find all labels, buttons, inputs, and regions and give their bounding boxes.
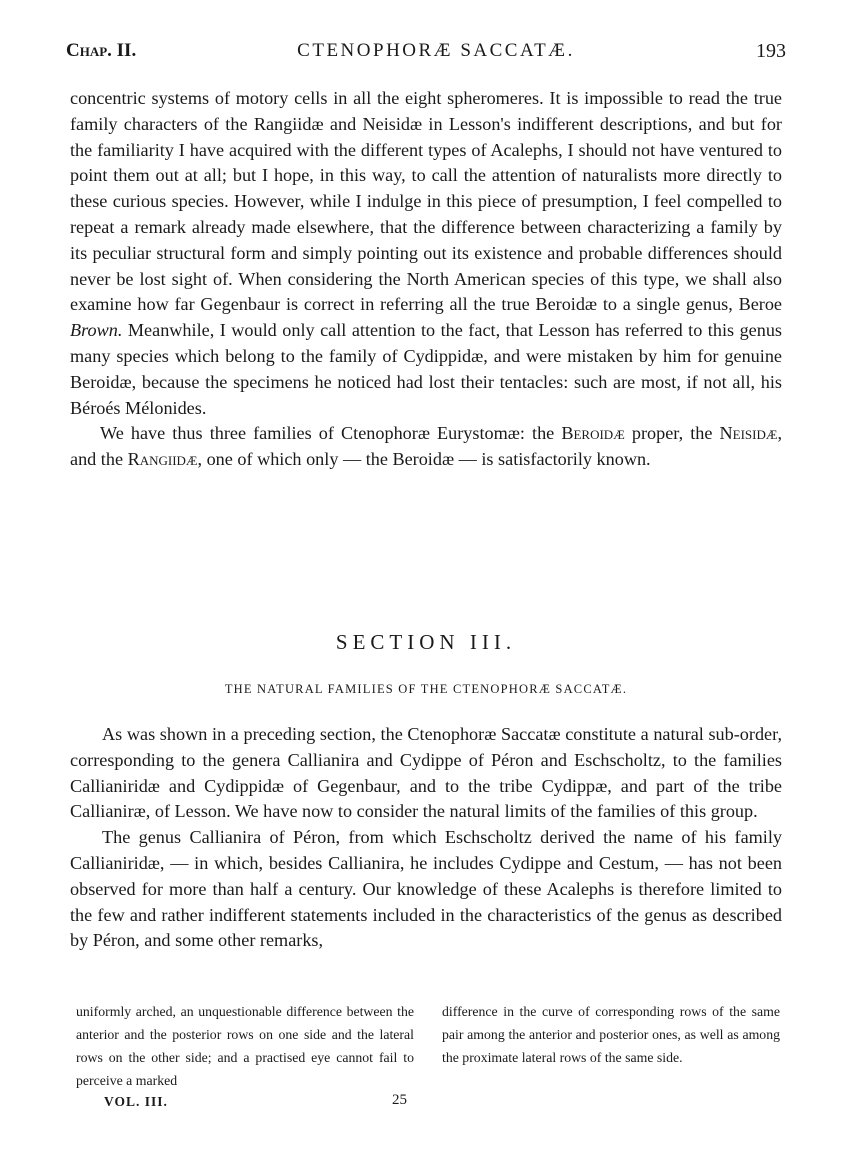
- running-header: [66, 40, 786, 70]
- section-heading: SECTION III.: [335, 630, 517, 654]
- footnote-left-column: uniformly arched, an unquestionable difference between the anterior and the posterior rows on one side and the lateral rows on the other side; and a practised eye cannot fail to perceive a marked: [76, 1004, 414, 1088]
- paragraph-families-summary: [70, 421, 782, 473]
- footnote-right-column: difference in the curve of corresponding rows of the same pair among the anterior and posterior ones, as well as among the proximate lateral rows of the same side.: [442, 1004, 780, 1065]
- text-run: Meanwhile, I would only call attention to the fact, that Lesson has referred to this genus many species which belong to the family of Cydippidæ, and were mistaken by him for genuine Beroidæ, because the specimens he noticed had lost their tentacles: such are most, if not all, his Béroés Mélonides.: [70, 320, 782, 418]
- paragraph-suborder: As was shown in a preceding section, the Ctenophoræ Saccatæ constitute a natural sub-order, corresponding to the genera Callianira and Cydippe of Péron and Eschscholtz, to the families Callianiridæ and Cydippidæ of Gegenbaur, and to the tribe Cydippæ, and part of the tribe Callianiræ, of Lesson. We have now to consider the natural limits of the families of this group.: [70, 724, 782, 822]
- chapter-label: Chap. II.: [66, 40, 137, 61]
- text-run: , one of which only — the Beroidæ — is satisfactorily known.: [197, 449, 651, 470]
- family-name-rangiidae: Rangiidæ: [127, 449, 198, 470]
- italic-authority: Brown.: [70, 320, 123, 341]
- section-subtitle: THE NATURAL FAMILIES OF THE CTENOPHORÆ SACCATÆ.: [224, 682, 628, 696]
- text-run: We have thus three families of Ctenophoræ Eurystomæ: the: [100, 423, 562, 444]
- running-title: CTENOPHORÆ SACCATÆ.: [297, 40, 575, 61]
- paragraph-callianira: The genus Callianira of Péron, from which Eschscholtz derived the name of his family Callianiridæ, — in which, besides Callianira, he includes Cydippe and Cestum, — has not been observed for more than half a century. Our knowledge of these Acalephs is therefore limited to the few and rather indifferent statements included in the characteristics of the genus as described by Péron, and some other remarks,: [70, 827, 782, 951]
- volume-label: VOL. III.: [104, 1094, 168, 1109]
- page-number: 193: [756, 40, 786, 62]
- text-block-top: [70, 86, 782, 473]
- text-run: , and the: [70, 423, 782, 470]
- family-name-neisidae: Neisidæ: [719, 423, 778, 444]
- text-block-section: [70, 722, 782, 954]
- page-footer: [104, 1092, 454, 1116]
- signature-mark: 25: [392, 1092, 407, 1108]
- paragraph-continued: [70, 86, 782, 421]
- text-run: proper, the: [624, 423, 720, 444]
- text-run: concentric systems of motory cells in all the eight spheromeres. It is impossible to read the true family characters of the Rangiidæ and Neisidæ in Lesson's indifferent descriptions, and but for the familiarity I have acquired with the different types of Acalephs, I should not have ventured to point them out at all; but I hope, in this way, to call the attention of naturalists more directly to these curious species. However, while I indulge in this piece of presumption, I feel compelled to repeat a remark already made elsewhere, that the difference between characterizing a family by its peculiar structural form and simply pointing out its existence and probable differences should never be lost sight of. When considering the North American species of this type, we shall also examine how far Gegenbaur is correct in referring all the true Beroidæ to a single genus, Beroe: [70, 88, 782, 315]
- family-name-beroidae: Beroidæ: [561, 423, 625, 444]
